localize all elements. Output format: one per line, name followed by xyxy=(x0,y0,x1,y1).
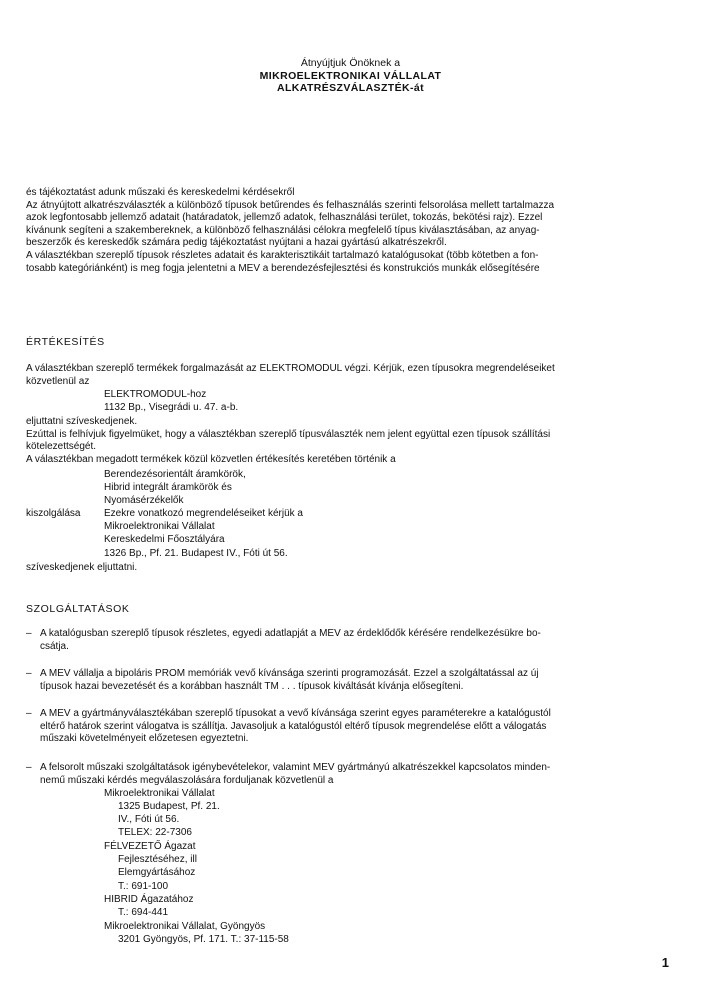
contact-felvezeto-phone: T.: 691-100 xyxy=(118,881,169,892)
bullet-line: csátja. xyxy=(40,640,69,652)
header-intro: Átnyújtjuk Önöknek a xyxy=(300,57,401,69)
product-list-item: Berendezésorientált áramkörök, xyxy=(104,469,246,480)
intro-paragraph xyxy=(26,187,668,275)
intro-line: kívánunk segíteni a szakembereknek, a különböző felhasználási célokra megfelelő típus kiválasztásában, az anyag- xyxy=(26,224,540,236)
ertekesites-line: A választékban szereplő termékek forgalmazását az ELEKTROMODUL végzi. Kérjük, ezen típusokra megrendeléseiket xyxy=(26,363,555,374)
bullet-dash: – xyxy=(26,762,32,773)
intro-line: és tájékoztatást adunk műszaki és kereskedelmi kérdésekről xyxy=(26,187,295,198)
bullet-dash: – xyxy=(26,708,32,719)
ertekesites-line: eljuttatni szíveskedjenek. xyxy=(26,416,138,427)
bullet-dash: – xyxy=(26,668,32,679)
contact-company: Mikroelektronikai Vállalat xyxy=(104,788,215,799)
kiszolgalasa-label: kiszolgálása xyxy=(26,508,81,519)
address-elektromodul-name: ELEKTROMODUL-hoz xyxy=(104,389,207,400)
bullet-line: A MEV vállalja a bipoláris PROM memóriák vevő kívánsága szerinti programozását. Ezzel a szolgáltatással az új xyxy=(40,668,539,679)
contact-telex: TELEX: 22-7306 xyxy=(118,827,192,838)
contact-gyongyos-address: 3201 Gyöngyös, Pf. 171. T.: 37-115-58 xyxy=(118,934,289,945)
ertekesites-line: Ezúttal is felhívjuk figyelmüket, hogy a választékban szereplő típusválaszték nem jelent együttal ezen típusok szállítási xyxy=(26,428,551,440)
address-elektromodul-street: 1132 Bp., Visegrádi u. 47. a-b. xyxy=(104,402,239,413)
contact-felvezeto-line: Fejlesztéséhez, ill xyxy=(118,854,197,865)
address-mev-name: Mikroelektronikai Vállalat xyxy=(104,521,215,532)
bullet-line: A felsorolt műszaki szolgáltatások igénybevételekor, valamint MEV gyártmányú alkatrészekkel kapcsolatos minden- xyxy=(40,762,551,773)
bullet-line: típusok hazai bevezetését és a korábban használt TM . . . típusok kiváltását kívánja elősegíteni. xyxy=(40,680,464,692)
product-list-item: Hibrid integrált áramkörök és xyxy=(104,482,232,493)
ertekesites-line: közvetlenül az xyxy=(26,375,90,387)
kiszolgalasa-text: Ezekre vonatkozó megrendeléseiket kérjük a xyxy=(104,508,303,519)
bullet-line: A katalógusban szereplő típusok részletes, egyedi adatlapját a MEV az érdeklődők kérésére rendelkezésükre bo- xyxy=(40,628,541,639)
intro-line: azok legfontosabb jellemző adatait (határadatok, jellemző adatok, felhasználási terület, tokozás, bekötési rajz). Ezzel xyxy=(26,212,543,224)
product-list-item: Nyomásérzékelők xyxy=(104,495,184,506)
ertekesites-paragraph-2 xyxy=(26,416,668,466)
bullet-dash: – xyxy=(26,628,32,639)
contact-address-line: 1325 Budapest, Pf. 21. xyxy=(118,801,220,812)
contact-felvezeto-line: Elemgyártásához xyxy=(118,867,196,878)
bullet-line: A MEV a gyártmányválasztékában szereplő típusokat a vevő kívánsága szerint egyes paraméterekre a katalógustól xyxy=(40,708,551,719)
bullet-line: műszaki követelményeit előzetesen egyeztetni. xyxy=(40,733,249,745)
header-company: MIKROELEKTRONIKAI VÁLLALAT xyxy=(259,69,442,82)
contact-hibrid-phone: T.: 694-441 xyxy=(118,907,169,918)
bullet-line: nemű műszaki kérdés megválaszolására forduljanak közvetlenül a xyxy=(40,774,334,786)
address-mev-street: 1326 Bp., Pf. 21. Budapest IV., Fóti út 56. xyxy=(104,548,288,559)
ertekesites-line: kötelezettségét. xyxy=(26,441,97,453)
section-title-ertekesites: ÉRTÉKESÍTÉS xyxy=(26,336,105,348)
ertekesites-line: A választékban megadott termékek közül közvetlen értékesítés keretében történik a xyxy=(26,453,396,465)
header-subject: ALKATRÉSZVÁLASZTÉK-át xyxy=(276,82,425,94)
intro-line: A választékban szereplő típusok részletes adatait és karakterisztikáit tartalmazó katalógusokat (több kötetben a fon- xyxy=(26,249,539,261)
contact-felvezeto-title: FÉLVEZETŐ Ágazat xyxy=(104,841,196,852)
intro-line: tosabb kategóriánként) is meg fogja jelentetni a MEV a berendezésfejlesztési és konstrukciós munkák elősegítésére xyxy=(26,262,540,274)
ertekesites-paragraph-1 xyxy=(26,363,668,388)
intro-line: beszerzők és kereskedők számára pedig tájékoztatást nyújtani a hazai gyártású alkatrészekről. xyxy=(26,237,447,249)
intro-line: Az átnyújtott alkatrészválaszték a különböző típusok betűrendes és felhasználás szerinti felsorolása mellett tartalmazza xyxy=(26,199,555,211)
contact-hibrid-title: HIBRID Ágazatához xyxy=(104,894,194,905)
ertekesites-closing: szíveskedjenek eljuttatni. xyxy=(26,562,138,573)
document-header xyxy=(0,57,701,95)
section-title-szolgaltatasok: SZOLGÁLTATÁSOK xyxy=(26,603,130,615)
contact-gyongyos-company: Mikroelektronikai Vállalat, Gyöngyös xyxy=(104,921,266,932)
bullet-line: eltérő határok szerint válogatva is szállítja. Javasoljuk a katalógustól eltérő típusok megrendelése előtt a válogatás xyxy=(40,720,547,732)
contact-address-line: IV., Fóti út 56. xyxy=(118,814,180,825)
page-number: 1 xyxy=(661,955,669,970)
address-mev-department: Kereskedelmi Főosztályára xyxy=(104,534,225,545)
